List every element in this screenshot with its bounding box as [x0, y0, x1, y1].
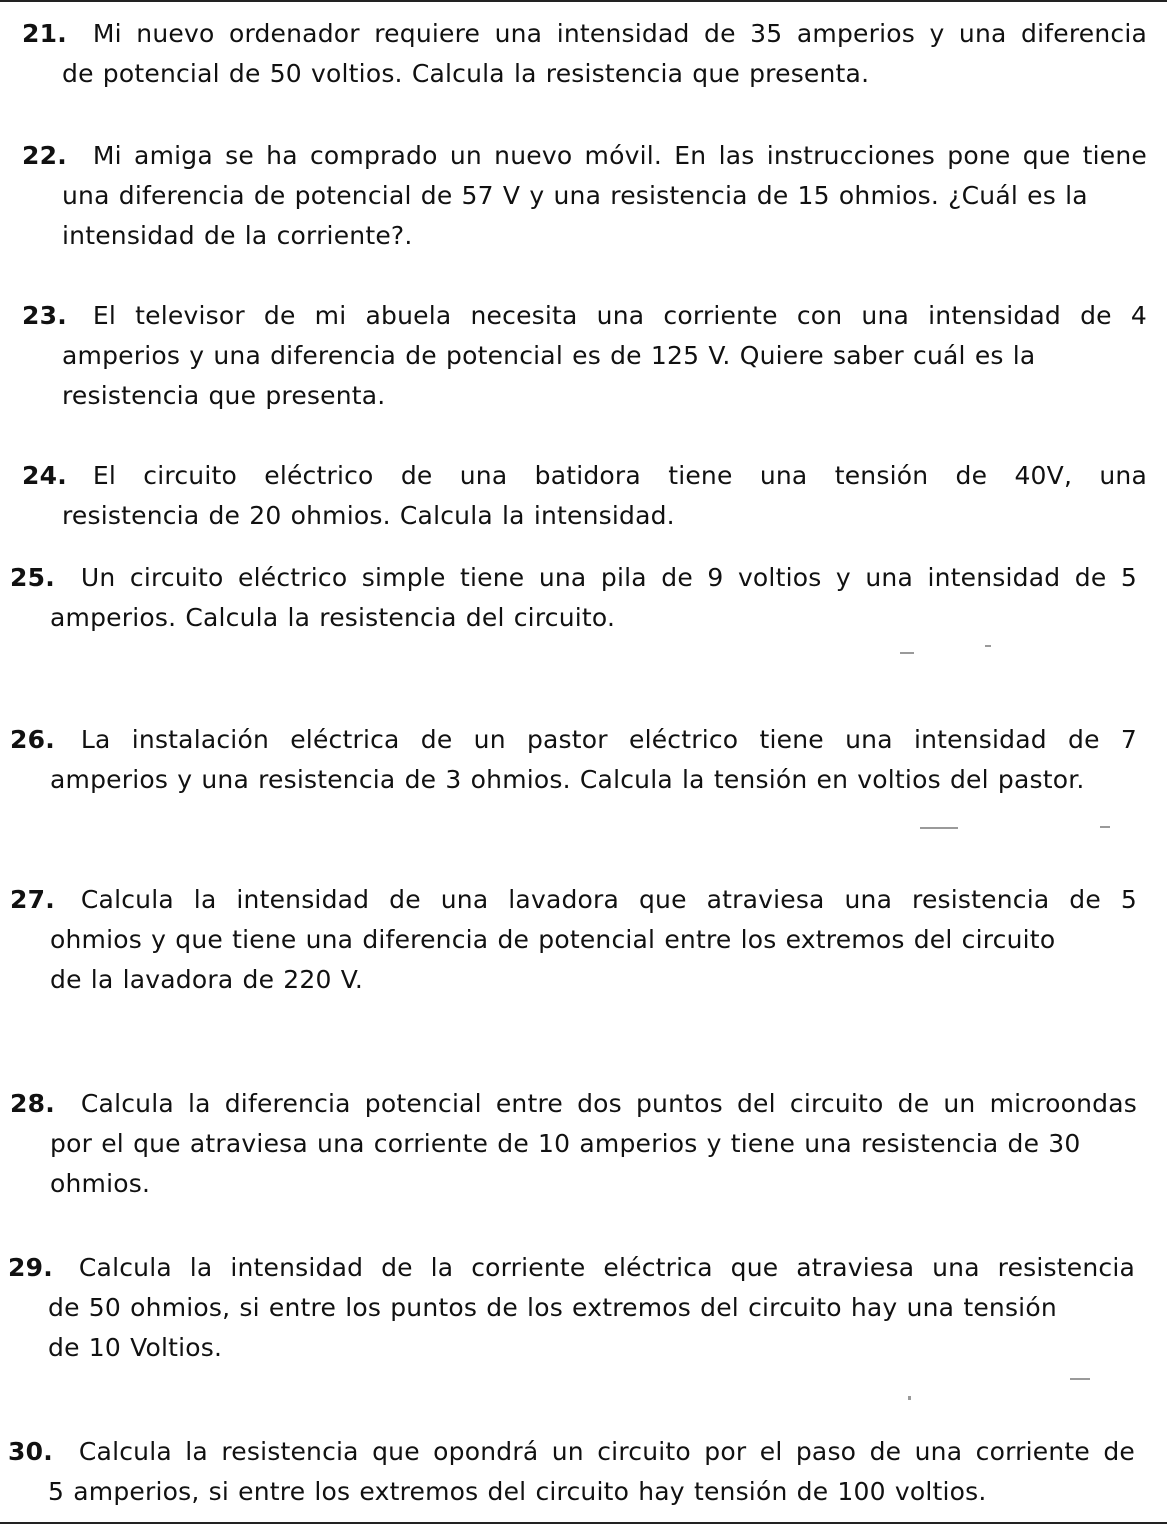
- problem-text-line: Mi amiga se ha comprado un nuevo móvil. En las instrucciones pone que tiene: [92, 141, 1147, 170]
- problem-text-line: una diferencia de potencial de 57 V y una resistencia de 15 ohmios. ¿Cuál es la: [62, 181, 1088, 210]
- problem-text-line: de la lavadora de 220 V.: [50, 965, 363, 994]
- problem-text-line: ohmios y que tiene una diferencia de potencial entre los extremos del circuito: [50, 925, 1056, 954]
- problem-30: [8, 1432, 1135, 1512]
- problem-29: [8, 1248, 1135, 1368]
- problem-text-line: El televisor de mi abuela necesita una corriente con una intensidad de 4: [92, 301, 1147, 330]
- problem-number: 23.: [22, 301, 67, 330]
- problem-text-line: intensidad de la corriente?.: [62, 221, 413, 250]
- problem-text-line: El circuito eléctrico de una batidora tiene una tensión de 40V, una: [92, 461, 1147, 490]
- problem-24: [22, 456, 1147, 536]
- scan-mark: [1100, 826, 1110, 828]
- problem-text-line: 5 amperios, si entre los extremos del circuito hay tensión de 100 voltios.: [48, 1477, 987, 1506]
- problem-text-line: Calcula la diferencia potencial entre dos puntos del circuito de un microondas: [80, 1089, 1137, 1118]
- problem-26: [10, 720, 1137, 800]
- bottom-border: [0, 1522, 1167, 1524]
- problem-text-line: ohmios.: [50, 1169, 151, 1198]
- scan-mark: [920, 827, 958, 829]
- problem-text-line: Mi nuevo ordenador requiere una intensidad de 35 amperios y una diferencia: [92, 19, 1147, 48]
- problem-number: 24.: [22, 461, 67, 490]
- problem-text-line: Calcula la intensidad de una lavadora que atraviesa una resistencia de 5: [80, 885, 1137, 914]
- problem-text-line: de potencial de 50 voltios. Calcula la resistencia que presenta.: [62, 59, 870, 88]
- top-border: [0, 0, 1167, 2]
- problem-25: [10, 558, 1137, 638]
- scan-mark: [1070, 1378, 1090, 1380]
- problem-number: 30.: [8, 1437, 53, 1466]
- problem-28: [10, 1084, 1137, 1204]
- problem-text-line: Calcula la resistencia que opondrá un circuito por el paso de una corriente de: [78, 1437, 1135, 1466]
- problem-number: 29.: [8, 1253, 53, 1282]
- problem-21: [22, 14, 1147, 94]
- problem-text-line: amperios y una resistencia de 3 ohmios. Calcula la tensión en voltios del pastor.: [50, 765, 1085, 794]
- problem-number: 27.: [10, 885, 55, 914]
- problem-text-line: resistencia que presenta.: [62, 381, 386, 410]
- problem-text-line: de 50 ohmios, si entre los puntos de los extremos del circuito hay una tensión: [48, 1293, 1057, 1322]
- problem-text-line: resistencia de 20 ohmios. Calcula la intensidad.: [62, 501, 675, 530]
- problem-text-line: amperios. Calcula la resistencia del circuito.: [50, 603, 616, 632]
- problem-number: 25.: [10, 563, 55, 592]
- problem-text-line: Un circuito eléctrico simple tiene una pila de 9 voltios y una intensidad de 5: [80, 563, 1137, 592]
- problem-text-line: Calcula la intensidad de la corriente eléctrica que atraviesa una resistencia: [78, 1253, 1135, 1282]
- problem-number: 26.: [10, 725, 55, 754]
- scan-mark: [908, 1396, 911, 1400]
- problem-number: 28.: [10, 1089, 55, 1118]
- problem-number: 21.: [22, 19, 67, 48]
- problem-text-line: La instalación eléctrica de un pastor eléctrico tiene una intensidad de 7: [80, 725, 1137, 754]
- problem-27: [10, 880, 1137, 1000]
- problem-number: 22.: [22, 141, 67, 170]
- problem-22: [22, 136, 1147, 256]
- scan-mark: [900, 652, 914, 654]
- problem-text-line: de 10 Voltios.: [48, 1333, 223, 1362]
- problem-text-line: amperios y una diferencia de potencial es de 125 V. Quiere saber cuál es la: [62, 341, 1036, 370]
- problem-23: [22, 296, 1147, 416]
- problem-text-line: por el que atraviesa una corriente de 10 amperios y tiene una resistencia de 30: [50, 1129, 1081, 1158]
- scan-mark: [985, 645, 991, 647]
